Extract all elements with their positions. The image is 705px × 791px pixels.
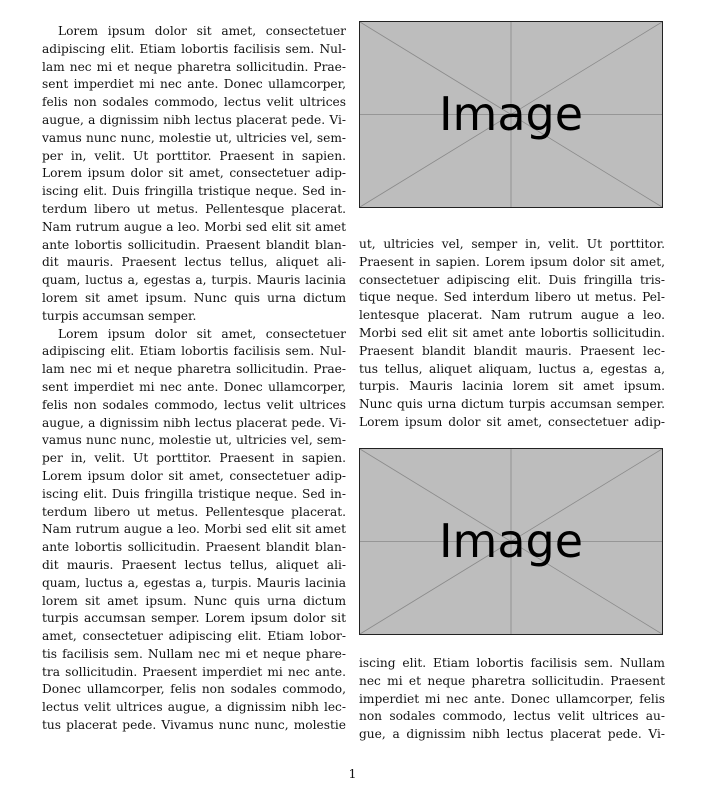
text-line: Lorem ipsum dolor sit amet, consectetuer bbox=[58, 326, 346, 341]
image-placeholder-top bbox=[359, 21, 663, 208]
text-line: sent imperdiet mi nec ante. Donec ullamcorper, bbox=[42, 77, 346, 92]
text-line: iscing elit. Duis fringilla tristique neque. Sed in- bbox=[42, 184, 346, 199]
text-line: vamus nunc nunc, molestie ut, ultricies vel, sem- bbox=[42, 433, 346, 448]
text-line: amet, consectetuer adipiscing elit. Etiam lobor- bbox=[42, 629, 346, 644]
text-line: vamus nunc nunc, molestie ut, ultricies vel, sem- bbox=[42, 130, 346, 145]
text-line: consectetuer adipiscing elit. Duis fringilla tris- bbox=[359, 272, 665, 287]
text-line: dit mauris. Praesent lectus tellus, aliquet ali- bbox=[42, 255, 346, 270]
text-line: sent imperdiet mi nec ante. Donec ullamcorper, bbox=[42, 379, 346, 394]
text-line: imperdiet mi nec ante. Donec ullamcorper, felis bbox=[359, 691, 665, 706]
text-line: augue, a dignissim nibh lectus placerat pede. Vi- bbox=[42, 415, 346, 430]
text-line: augue, a dignissim nibh lectus placerat pede. Vi- bbox=[42, 112, 346, 127]
text-line: gue, a dignissim nibh lectus placerat pede. Vi- bbox=[359, 727, 665, 742]
right-column-text-block-2 bbox=[359, 655, 665, 744]
image-placeholder-label: Image bbox=[438, 513, 584, 568]
text-line: Morbi sed elit sit amet ante lobortis sollicitudin. bbox=[359, 325, 665, 340]
text-line: ut, ultricies vel, semper in, velit. Ut porttitor. bbox=[359, 237, 665, 251]
text-line: ante lobortis sollicitudin. Praesent blandit blan- bbox=[42, 237, 346, 252]
text-line: turpis accumsan semper. bbox=[42, 308, 197, 323]
text-line: felis non sodales commodo, lectus velit ultrices bbox=[42, 397, 346, 412]
text-line: per in, velit. Ut porttitor. Praesent in sapien. bbox=[42, 451, 346, 466]
image-placeholder-bottom bbox=[359, 448, 663, 635]
text-line: Lorem ipsum dolor sit amet, consectetuer adip- bbox=[42, 468, 346, 483]
text-line: adipiscing elit. Etiam lobortis facilisis sem. Nul- bbox=[42, 41, 346, 56]
text-line: Nam rutrum augue a leo. Morbi sed elit sit amet bbox=[42, 522, 346, 537]
text-line: lentesque placerat. Nam rutrum augue a leo. bbox=[359, 308, 665, 323]
text-line: tus placerat pede. Vivamus nunc nunc, molestie bbox=[42, 718, 346, 733]
text-line: tis facilisis sem. Nullam nec mi et neque phare- bbox=[42, 646, 346, 661]
text-line: iscing elit. Etiam lobortis facilisis sem. Nullam bbox=[359, 656, 665, 670]
page-number: 1 bbox=[348, 766, 357, 781]
text-line: turpis. Mauris lacinia lorem sit amet ipsum. bbox=[359, 379, 665, 394]
text-line: lectus velit ultrices augue, a dignissim nibh lec- bbox=[42, 700, 346, 715]
text-line: Lorem ipsum dolor sit amet, consectetuer adip- bbox=[42, 166, 346, 181]
text-line: lam nec mi et neque pharetra sollicitudin. Prae- bbox=[42, 59, 346, 74]
text-line: lam nec mi et neque pharetra sollicitudin. Prae- bbox=[42, 362, 346, 377]
text-line: Praesent blandit blandit mauris. Praesent lec- bbox=[359, 343, 665, 358]
text-line: lorem sit amet ipsum. Nunc quis urna dictum bbox=[42, 593, 346, 608]
text-line: non sodales commodo, lectus velit ultrices au- bbox=[359, 709, 665, 724]
text-line: Nam rutrum augue a leo. Morbi sed elit sit amet bbox=[42, 219, 346, 234]
text-line: quam, luctus a, egestas a, turpis. Mauris lacinia bbox=[42, 575, 346, 590]
text-line: lorem sit amet ipsum. Nunc quis urna dictum bbox=[42, 290, 346, 305]
text-line: Lorem ipsum dolor sit amet, consectetuer bbox=[58, 24, 346, 38]
text-line: quam, luctus a, egestas a, turpis. Mauris lacinia bbox=[42, 273, 346, 288]
text-line: turpis accumsan semper. Lorem ipsum dolor sit bbox=[42, 611, 346, 626]
text-line: nec mi et neque pharetra sollicitudin. Praesent bbox=[359, 673, 665, 688]
text-line: Donec ullamcorper, felis non sodales commodo, bbox=[42, 682, 346, 697]
text-line: Nunc quis urna dictum turpis accumsan semper. bbox=[359, 397, 665, 412]
text-line: ante lobortis sollicitudin. Praesent blandit blan- bbox=[42, 540, 346, 555]
text-line: dit mauris. Praesent lectus tellus, aliquet ali- bbox=[42, 557, 346, 572]
text-line: terdum libero ut metus. Pellentesque placerat. bbox=[42, 201, 346, 216]
text-line: tique neque. Sed interdum libero ut metus. Pel- bbox=[359, 290, 665, 305]
text-line: per in, velit. Ut porttitor. Praesent in sapien. bbox=[42, 148, 346, 163]
text-line: adipiscing elit. Etiam lobortis facilisis sem. Nul- bbox=[42, 344, 346, 359]
left-column-text bbox=[42, 23, 346, 735]
text-line: Lorem ipsum dolor sit amet, consectetuer adip- bbox=[359, 414, 665, 429]
right-column-text-block-1 bbox=[359, 236, 665, 432]
image-placeholder-label: Image bbox=[438, 86, 584, 141]
text-line: iscing elit. Duis fringilla tristique neque. Sed in- bbox=[42, 486, 346, 501]
text-line: tra sollicitudin. Praesent imperdiet mi nec ante. bbox=[42, 664, 346, 679]
text-line: tus tellus, aliquet aliquam, luctus a, egestas a, bbox=[359, 361, 665, 376]
text-line: Praesent in sapien. Lorem ipsum dolor sit amet, bbox=[359, 254, 665, 269]
text-line: terdum libero ut metus. Pellentesque placerat. bbox=[42, 504, 346, 519]
text-line: felis non sodales commodo, lectus velit ultrices bbox=[42, 95, 346, 110]
